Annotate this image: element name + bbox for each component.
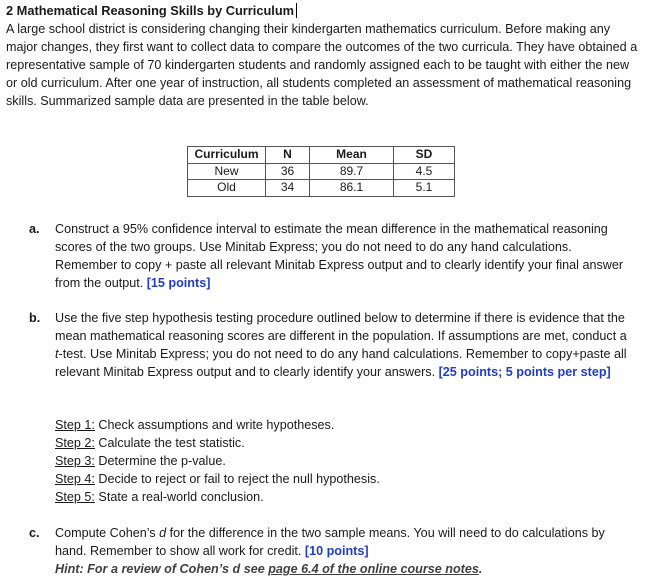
part-b-label: b. (29, 311, 41, 325)
step-label: Step 2: (55, 436, 95, 450)
header-mean: Mean (310, 147, 394, 164)
part-c-points: [10 points] (304, 544, 369, 558)
part-a (29, 220, 635, 292)
table-cell: 5.1 (394, 180, 455, 197)
part-a-text: Construct a 95% confidence interval to estimate the mean difference in the mathematical reasoning scores of the two groups. Use Minitab Express; you do not need to do any hand calculations. Remember to copy + paste all relevant Minitab Express output and to clearly identify your final answer from the output. [15 points] (55, 222, 624, 290)
part-b (29, 309, 635, 381)
table-cell: 89.7 (310, 163, 394, 180)
table-cell: New (188, 163, 266, 180)
part-c-label: c. (29, 526, 40, 540)
list-item (55, 470, 380, 488)
list-item (55, 434, 380, 452)
step-text: Calculate the test statistic. (98, 436, 245, 450)
step-label: Step 4: (55, 472, 95, 486)
step-text: Decide to reject or fail to reject the null hypothesis. (98, 472, 380, 486)
header-n: N (266, 147, 310, 164)
header-sd: SD (394, 147, 455, 164)
table-row (188, 180, 455, 197)
table-cell: 36 (266, 163, 310, 180)
part-c-hint: Hint: For a review of Cohen’s d see page 6.4 of the online course notes. (55, 562, 483, 576)
question-title (6, 3, 297, 19)
course-notes-link[interactable]: page 6.4 of the online course notes (268, 562, 479, 576)
part-b-points: [25 points; 5 points per step] (438, 365, 611, 379)
step-text: Determine the p-value. (98, 454, 226, 468)
step-label: Step 3: (55, 454, 95, 468)
table-cell: Old (188, 180, 266, 197)
header-curriculum: Curriculum (188, 147, 266, 164)
part-c (29, 524, 635, 578)
table-cell: 86.1 (310, 180, 394, 197)
intro-paragraph: A large school district is considering changing their kindergarten mathematics curriculum. Before making any major changes, they first want to collect data to compare the outcomes of the two curricula. They have obtained a representative sample of 70 kindergarten students and randomly assigned each to be taught with either the new or old curriculum. After one year of instruction, all students completed an assessment of mathematical reasoning skills. Summarized sample data are presented in the table below. (6, 22, 638, 108)
part-c-text: Compute Cohen’s d for the difference in the two sample means. You will need to do calculations by hand. Remember to show all work for credit. [10 points] (55, 526, 605, 558)
part-a-label: a. (29, 222, 40, 236)
step-label: Step 5: (55, 490, 95, 504)
table-cell: 34 (266, 180, 310, 197)
list-item (55, 416, 380, 434)
table-row (188, 163, 455, 180)
table-cell: 4.5 (394, 163, 455, 180)
list-item (55, 488, 380, 506)
step-text: Check assumptions and write hypotheses. (98, 418, 335, 432)
step-label: Step 1: (55, 418, 95, 432)
step-text: State a real-world conclusion. (98, 490, 264, 504)
part-a-points: [15 points] (146, 276, 211, 290)
text-cursor (296, 3, 297, 18)
summary-table (187, 146, 455, 197)
table-header-row (188, 147, 455, 164)
question-title-text: 2 Mathematical Reasoning Skills by Curriculum (6, 3, 295, 18)
list-item (55, 452, 380, 470)
steps-list (55, 416, 380, 506)
part-b-text: Use the five step hypothesis testing procedure outlined below to determine if there is evidence that the mean mathematical reasoning scores are different in the population. If assumptions are met, conduct a t-test. Use Minitab Express; you do not need to do any hand calculations. Remember to copy+paste all relevant Minitab Express output and to clearly identify your answers. [25 points; 5 points per step] (55, 311, 627, 379)
